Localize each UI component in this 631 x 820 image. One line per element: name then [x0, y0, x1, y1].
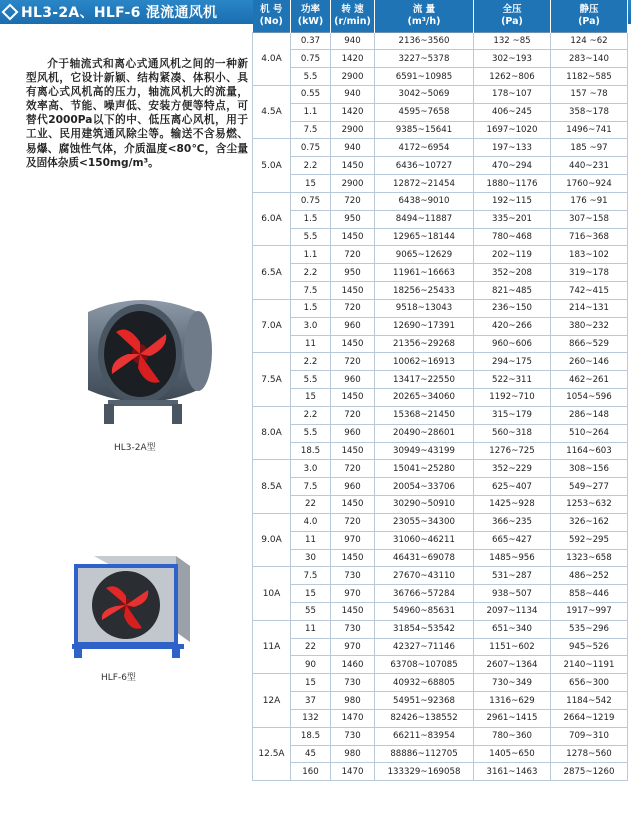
col-power-cell: 160	[291, 763, 331, 781]
table-row	[253, 139, 628, 157]
col-power-header	[291, 0, 331, 32]
col-power-cell: 22	[291, 496, 331, 514]
table-row	[253, 442, 628, 460]
col-static-pressure-cell: 1054~596	[551, 389, 628, 407]
col-total-pressure-cell: 352~229	[474, 460, 551, 478]
table-row	[253, 745, 628, 763]
col-total-pressure-cell: 192~115	[474, 192, 551, 210]
col-power-cell: 0.75	[291, 192, 331, 210]
col-speed-cell: 960	[331, 317, 375, 335]
col-static-pressure-cell: 2875~1260	[551, 763, 628, 781]
col-static-pressure-cell: 2664~1219	[551, 709, 628, 727]
model-cell: 4.5A	[253, 85, 291, 138]
col-total-pressure-cell: 202~119	[474, 246, 551, 264]
col-flow-cell: 42327~71146	[375, 638, 474, 656]
col-static-pressure-cell: 1278~560	[551, 745, 628, 763]
col-total-pressure-cell: 1151~602	[474, 638, 551, 656]
table-row	[253, 103, 628, 121]
table-row	[253, 85, 628, 103]
col-speed-cell: 1450	[331, 157, 375, 175]
col-power-cell: 18.5	[291, 442, 331, 460]
col-speed-cell: 720	[331, 246, 375, 264]
col-speed-cell: 1470	[331, 763, 375, 781]
table-row	[253, 353, 628, 371]
table-row	[253, 264, 628, 282]
table-row	[253, 603, 628, 621]
col-power-cell: 5.5	[291, 424, 331, 442]
col-flow-cell: 9065~12629	[375, 246, 474, 264]
col-static-pressure-cell: 308~156	[551, 460, 628, 478]
col-flow-cell: 13417~22550	[375, 371, 474, 389]
col-static-pressure-cell: 283~140	[551, 50, 628, 68]
col-total-pressure-cell: 352~208	[474, 264, 551, 282]
model-cell: 7.5A	[253, 353, 291, 406]
col-static-pressure-cell: 307~158	[551, 210, 628, 228]
col-flow-cell: 36766~57284	[375, 585, 474, 603]
col-flow-cell: 82426~138552	[375, 709, 474, 727]
col-static-pressure-cell: 592~295	[551, 531, 628, 549]
table-row	[253, 157, 628, 175]
col-power-cell: 0.37	[291, 32, 331, 50]
col-flow-cell: 6591~10985	[375, 68, 474, 86]
col-flow-cell: 20054~33706	[375, 478, 474, 496]
col-power-cell: 15	[291, 585, 331, 603]
intro-text: 介于轴流式和离心式通风机之间的一种新型风机，它设计新颖、结构紧凑、体积小、具有离心式风机高的压力，轴流风机大的流量，效率高、节能、噪声低、安装方便等特点，可替代2000Pa以下的中、低压离心风机，用于工业、民用建筑通风除尘等。输送不含易燃、易爆、腐蚀性气体，介质温度<80℃，含尘量及固体杂质<150mg/m³。	[26, 58, 248, 169]
table-row	[253, 549, 628, 567]
table-row	[253, 567, 628, 585]
header-unit: (kW)	[297, 15, 324, 27]
col-static-pressure-cell: 380~232	[551, 317, 628, 335]
col-static-pressure-cell: 1917~997	[551, 603, 628, 621]
col-static-pressure-cell: 486~252	[551, 567, 628, 585]
col-flow-cell: 18256~25433	[375, 282, 474, 300]
model-cell: 6.5A	[253, 246, 291, 299]
col-static-pressure-cell: 157 ~78	[551, 85, 628, 103]
col-flow-cell: 30949~43199	[375, 442, 474, 460]
col-static-pressure-cell: 510~264	[551, 424, 628, 442]
table-row	[253, 317, 628, 335]
col-total-pressure-cell: 294~175	[474, 353, 551, 371]
col-static-pressure-cell: 214~131	[551, 299, 628, 317]
col-power-cell: 30	[291, 549, 331, 567]
col-total-pressure-cell: 470~294	[474, 157, 551, 175]
col-static-pressure-cell: 286~148	[551, 406, 628, 424]
col-flow-cell: 20265~34060	[375, 389, 474, 407]
col-total-pressure-cell: 3161~1463	[474, 763, 551, 781]
col-speed-cell: 730	[331, 674, 375, 692]
col-static-pressure-cell: 549~277	[551, 478, 628, 496]
col-power-cell: 18.5	[291, 727, 331, 745]
col-total-pressure-header	[474, 0, 551, 32]
col-total-pressure-cell: 1276~725	[474, 442, 551, 460]
model-cell: 6.0A	[253, 192, 291, 245]
col-total-pressure-cell: 938~507	[474, 585, 551, 603]
spec-table	[252, 0, 628, 781]
col-total-pressure-cell: 651~340	[474, 620, 551, 638]
col-flow-cell: 54960~85631	[375, 603, 474, 621]
col-speed-cell: 1420	[331, 103, 375, 121]
col-speed-cell: 720	[331, 353, 375, 371]
col-total-pressure-cell: 2607~1364	[474, 656, 551, 674]
col-flow-cell: 31854~53542	[375, 620, 474, 638]
col-power-cell: 55	[291, 603, 331, 621]
table-row	[253, 406, 628, 424]
col-flow-cell: 31060~46211	[375, 531, 474, 549]
col-total-pressure-cell: 730~349	[474, 674, 551, 692]
col-power-cell: 15	[291, 674, 331, 692]
col-flow-cell: 6436~10727	[375, 157, 474, 175]
table-row	[253, 192, 628, 210]
col-speed-cell: 940	[331, 32, 375, 50]
table-row	[253, 531, 628, 549]
col-power-cell: 1.1	[291, 103, 331, 121]
hl3-2a-caption: HL3-2A型	[114, 443, 156, 453]
col-static-pressure-cell: 124 ~62	[551, 32, 628, 50]
col-total-pressure-cell: 625~407	[474, 478, 551, 496]
col-static-pressure-cell: 2140~1191	[551, 656, 628, 674]
col-flow-cell: 46431~69078	[375, 549, 474, 567]
table-row	[253, 727, 628, 745]
table-row	[253, 478, 628, 496]
col-flow-cell: 12965~18144	[375, 228, 474, 246]
header-label: 静压	[579, 3, 599, 15]
col-static-pressure-cell: 319~178	[551, 264, 628, 282]
col-total-pressure-cell: 420~266	[474, 317, 551, 335]
table-row	[253, 585, 628, 603]
col-flow-cell: 40932~68805	[375, 674, 474, 692]
table-row	[253, 299, 628, 317]
table-row	[253, 656, 628, 674]
col-total-pressure-cell: 531~287	[474, 567, 551, 585]
col-flow-cell: 15368~21450	[375, 406, 474, 424]
table-row	[253, 175, 628, 193]
model-cell: 8.5A	[253, 460, 291, 513]
col-speed-cell: 2900	[331, 68, 375, 86]
col-flow-cell: 11961~16663	[375, 264, 474, 282]
col-flow-cell: 9385~15641	[375, 121, 474, 139]
col-speed-cell: 1450	[331, 282, 375, 300]
col-total-pressure-cell: 1192~710	[474, 389, 551, 407]
col-speed-cell: 730	[331, 620, 375, 638]
col-speed-cell: 720	[331, 460, 375, 478]
col-power-cell: 3.0	[291, 317, 331, 335]
table-row	[253, 709, 628, 727]
col-flow-cell: 23055~34300	[375, 513, 474, 531]
col-flow-cell: 20490~28601	[375, 424, 474, 442]
col-speed-cell: 940	[331, 85, 375, 103]
table-row	[253, 763, 628, 781]
table-row	[253, 513, 628, 531]
col-static-pressure-cell: 440~231	[551, 157, 628, 175]
col-static-pressure-cell: 462~261	[551, 371, 628, 389]
col-static-pressure-cell: 1184~542	[551, 692, 628, 710]
col-power-cell: 1.5	[291, 210, 331, 228]
table-row	[253, 496, 628, 514]
col-speed-cell: 960	[331, 478, 375, 496]
col-speed-cell: 950	[331, 210, 375, 228]
model-cell: 10A	[253, 567, 291, 620]
col-static-pressure-cell: 1323~658	[551, 549, 628, 567]
col-power-cell: 2.2	[291, 406, 331, 424]
col-speed-cell: 1420	[331, 50, 375, 68]
table-row	[253, 210, 628, 228]
col-power-cell: 11	[291, 620, 331, 638]
col-total-pressure-cell: 406~245	[474, 103, 551, 121]
header-label: 机 号	[260, 3, 283, 15]
col-static-pressure-cell: 1164~603	[551, 442, 628, 460]
col-speed-cell: 960	[331, 371, 375, 389]
col-static-pressure-cell: 260~146	[551, 353, 628, 371]
col-static-pressure-cell: 183~102	[551, 246, 628, 264]
model-cell: 9.0A	[253, 513, 291, 566]
col-power-cell: 5.5	[291, 228, 331, 246]
hl3-2a-fan-image	[68, 282, 218, 430]
col-power-cell: 15	[291, 175, 331, 193]
table-row	[253, 371, 628, 389]
col-power-cell: 4.0	[291, 513, 331, 531]
header-label: 功率	[300, 3, 320, 15]
col-total-pressure-cell: 366~235	[474, 513, 551, 531]
col-static-pressure-cell: 716~368	[551, 228, 628, 246]
col-flow-cell: 54951~92368	[375, 692, 474, 710]
header-unit: (Pa)	[501, 15, 523, 27]
col-speed-cell: 1450	[331, 335, 375, 353]
col-speed-cell: 980	[331, 745, 375, 763]
col-total-pressure-cell: 780~468	[474, 228, 551, 246]
table-row	[253, 424, 628, 442]
model-cell: 4.0A	[253, 32, 291, 85]
col-total-pressure-cell: 197~133	[474, 139, 551, 157]
table-row	[253, 121, 628, 139]
table-row	[253, 638, 628, 656]
col-speed-cell: 1450	[331, 603, 375, 621]
col-flow-cell: 88886~112705	[375, 745, 474, 763]
col-power-cell: 132	[291, 709, 331, 727]
col-total-pressure-cell: 132 ~85	[474, 32, 551, 50]
col-total-pressure-cell: 2961~1415	[474, 709, 551, 727]
header-label: 转 速	[341, 3, 364, 15]
col-flow-header	[375, 0, 474, 32]
col-power-cell: 7.5	[291, 121, 331, 139]
col-static-pressure-cell: 185 ~97	[551, 139, 628, 157]
col-total-pressure-cell: 560~318	[474, 424, 551, 442]
table-row	[253, 335, 628, 353]
col-static-pressure-cell: 858~446	[551, 585, 628, 603]
col-static-pressure-cell: 866~529	[551, 335, 628, 353]
col-static-pressure-cell: 1760~924	[551, 175, 628, 193]
col-power-cell: 5.5	[291, 371, 331, 389]
col-power-cell: 7.5	[291, 282, 331, 300]
spec-table-wrap	[252, 0, 631, 820]
col-flow-cell: 30290~50910	[375, 496, 474, 514]
col-speed-cell: 730	[331, 567, 375, 585]
col-speed-cell: 730	[331, 727, 375, 745]
hlf-6-caption: HLF-6型	[101, 673, 136, 683]
col-total-pressure-cell: 522~311	[474, 371, 551, 389]
table-row	[253, 228, 628, 246]
col-static-pressure-cell: 709~310	[551, 727, 628, 745]
col-power-cell: 3.0	[291, 460, 331, 478]
col-speed-header	[331, 0, 375, 32]
table-row	[253, 68, 628, 86]
col-static-pressure-cell: 1182~585	[551, 68, 628, 86]
col-flow-cell: 27670~43110	[375, 567, 474, 585]
col-flow-cell: 2136~3560	[375, 32, 474, 50]
col-speed-cell: 1450	[331, 549, 375, 567]
col-power-cell: 11	[291, 335, 331, 353]
intro-paragraph	[26, 57, 248, 170]
col-speed-cell: 970	[331, 585, 375, 603]
col-total-pressure-cell: 315~179	[474, 406, 551, 424]
col-power-cell: 1.1	[291, 246, 331, 264]
header-unit: (r/min)	[334, 15, 371, 27]
diamond-icon	[2, 4, 19, 21]
col-flow-cell: 12872~21454	[375, 175, 474, 193]
col-speed-cell: 940	[331, 139, 375, 157]
table-row	[253, 282, 628, 300]
page-title: HL3-2A、HLF-6 混流通风机	[21, 5, 218, 21]
table-row	[253, 620, 628, 638]
col-speed-cell: 2900	[331, 121, 375, 139]
col-total-pressure-cell: 821~485	[474, 282, 551, 300]
col-speed-cell: 1450	[331, 389, 375, 407]
col-power-cell: 2.2	[291, 353, 331, 371]
model-cell: 8.0A	[253, 406, 291, 459]
col-power-cell: 7.5	[291, 567, 331, 585]
col-total-pressure-cell: 178~107	[474, 85, 551, 103]
col-static-pressure-cell: 1253~632	[551, 496, 628, 514]
col-static-pressure-cell: 535~296	[551, 620, 628, 638]
col-speed-cell: 1450	[331, 442, 375, 460]
model-cell: 12.5A	[253, 727, 291, 780]
col-flow-cell: 9518~13043	[375, 299, 474, 317]
col-total-pressure-cell: 1697~1020	[474, 121, 551, 139]
col-static-pressure-cell: 1496~741	[551, 121, 628, 139]
col-power-cell: 2.2	[291, 157, 331, 175]
col-flow-cell: 66211~83954	[375, 727, 474, 745]
col-power-cell: 22	[291, 638, 331, 656]
col-flow-cell: 15041~25280	[375, 460, 474, 478]
col-flow-cell: 10062~16913	[375, 353, 474, 371]
col-power-cell: 90	[291, 656, 331, 674]
col-total-pressure-cell: 1316~629	[474, 692, 551, 710]
col-flow-cell: 4172~6954	[375, 139, 474, 157]
col-power-cell: 0.55	[291, 85, 331, 103]
col-flow-cell: 133329~169058	[375, 763, 474, 781]
col-flow-cell: 3042~5069	[375, 85, 474, 103]
table-body	[253, 32, 628, 781]
col-power-cell: 15	[291, 389, 331, 407]
col-power-cell: 45	[291, 745, 331, 763]
col-flow-cell: 21356~29268	[375, 335, 474, 353]
col-total-pressure-cell: 335~201	[474, 210, 551, 228]
col-flow-cell: 63708~107085	[375, 656, 474, 674]
col-total-pressure-cell: 1485~956	[474, 549, 551, 567]
col-total-pressure-cell: 1405~650	[474, 745, 551, 763]
col-total-pressure-cell: 1425~928	[474, 496, 551, 514]
col-total-pressure-cell: 960~606	[474, 335, 551, 353]
model-cell: 7.0A	[253, 299, 291, 352]
col-model-header	[253, 0, 291, 32]
col-static-pressure-header	[551, 0, 628, 32]
col-speed-cell: 1470	[331, 709, 375, 727]
col-speed-cell: 960	[331, 424, 375, 442]
col-total-pressure-cell: 2097~1134	[474, 603, 551, 621]
header-label: 流 量	[412, 3, 436, 15]
table-row	[253, 389, 628, 407]
col-power-cell: 0.75	[291, 50, 331, 68]
col-total-pressure-cell: 1880~1176	[474, 175, 551, 193]
col-speed-cell: 970	[331, 531, 375, 549]
col-power-cell: 5.5	[291, 68, 331, 86]
col-power-cell: 1.5	[291, 299, 331, 317]
col-total-pressure-cell: 302~193	[474, 50, 551, 68]
col-power-cell: 2.2	[291, 264, 331, 282]
model-cell: 12A	[253, 674, 291, 727]
table-row	[253, 674, 628, 692]
left-panel	[0, 24, 252, 820]
col-flow-cell: 8494~11887	[375, 210, 474, 228]
col-speed-cell: 1450	[331, 228, 375, 246]
col-speed-cell: 980	[331, 692, 375, 710]
col-speed-cell: 2900	[331, 175, 375, 193]
col-static-pressure-cell: 742~415	[551, 282, 628, 300]
table-row	[253, 246, 628, 264]
model-cell: 11A	[253, 620, 291, 673]
table-header-row	[253, 0, 628, 32]
col-speed-cell: 720	[331, 513, 375, 531]
col-flow-cell: 4595~7658	[375, 103, 474, 121]
col-power-cell: 37	[291, 692, 331, 710]
col-flow-cell: 3227~5378	[375, 50, 474, 68]
col-speed-cell: 1460	[331, 656, 375, 674]
col-speed-cell: 970	[331, 638, 375, 656]
table-row	[253, 32, 628, 50]
col-speed-cell: 950	[331, 264, 375, 282]
col-total-pressure-cell: 236~150	[474, 299, 551, 317]
header-label: 全压	[502, 3, 522, 15]
col-flow-cell: 12690~17391	[375, 317, 474, 335]
col-total-pressure-cell: 780~360	[474, 727, 551, 745]
col-static-pressure-cell: 656~300	[551, 674, 628, 692]
col-static-pressure-cell: 945~526	[551, 638, 628, 656]
col-flow-cell: 6438~9010	[375, 192, 474, 210]
hlf-6-fan-image	[72, 550, 196, 660]
table-row	[253, 50, 628, 68]
header-unit: (m³/h)	[407, 15, 441, 27]
col-static-pressure-cell: 326~162	[551, 513, 628, 531]
table-row	[253, 692, 628, 710]
col-power-cell: 7.5	[291, 478, 331, 496]
col-speed-cell: 720	[331, 406, 375, 424]
header-unit: (Pa)	[578, 15, 600, 27]
col-speed-cell: 1450	[331, 496, 375, 514]
table-row	[253, 460, 628, 478]
col-static-pressure-cell: 176 ~91	[551, 192, 628, 210]
col-power-cell: 11	[291, 531, 331, 549]
model-cell: 5.0A	[253, 139, 291, 192]
col-total-pressure-cell: 1262~806	[474, 68, 551, 86]
col-speed-cell: 720	[331, 192, 375, 210]
header-unit: (No)	[259, 15, 283, 27]
col-total-pressure-cell: 665~427	[474, 531, 551, 549]
col-power-cell: 0.75	[291, 139, 331, 157]
col-static-pressure-cell: 358~178	[551, 103, 628, 121]
col-speed-cell: 720	[331, 299, 375, 317]
